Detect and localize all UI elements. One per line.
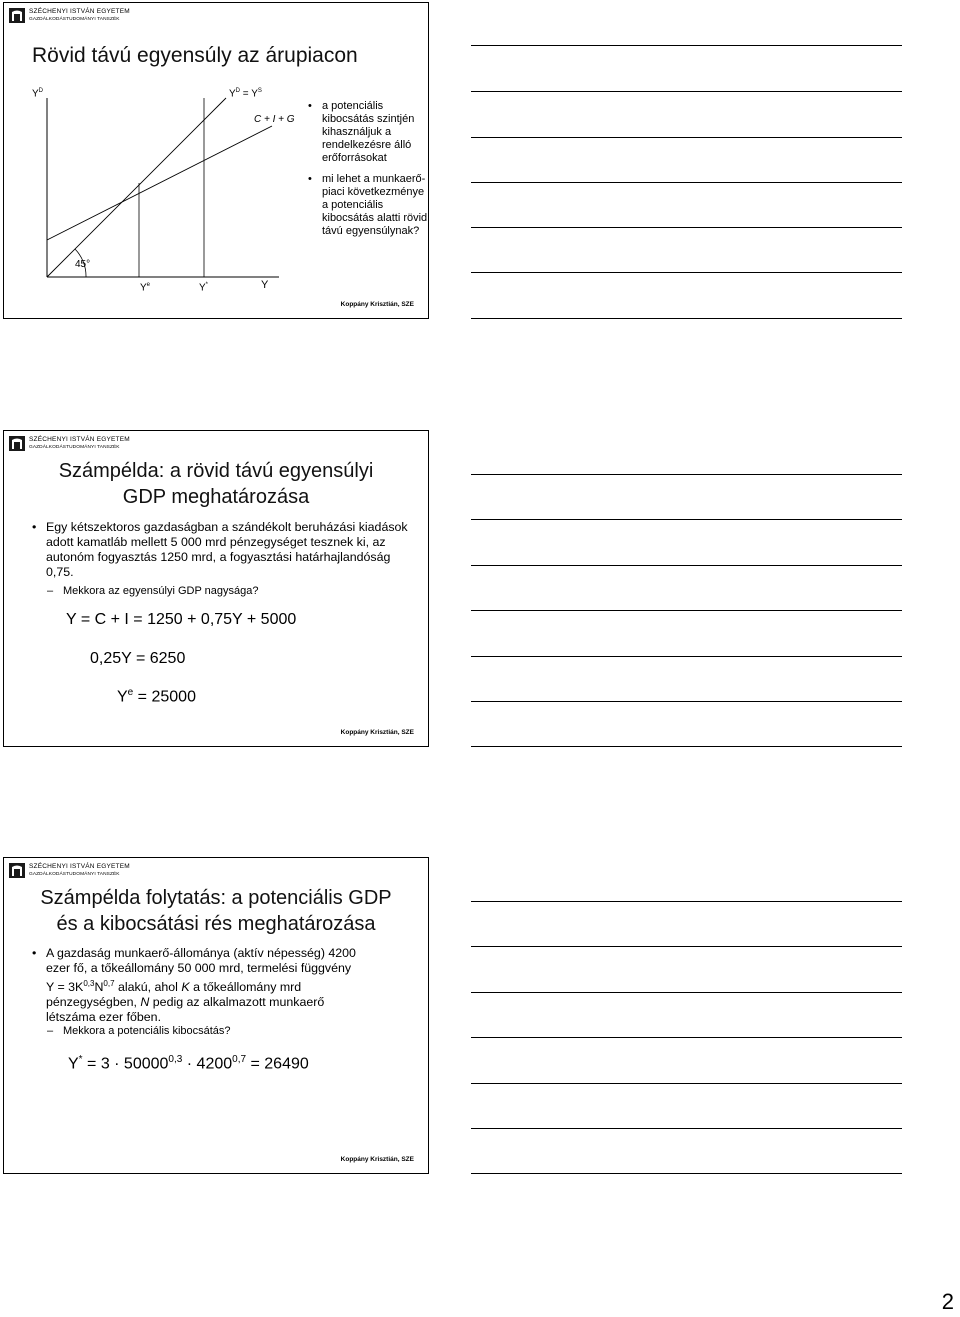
equation-1: Y = C + I = 1250 + 0,75Y + 5000 bbox=[66, 611, 297, 628]
bullet-item: • a potenciális kibocsátás szintjén kihasználjuk a rendelkezésre álló erőforrásokat bbox=[308, 100, 415, 164]
note-line bbox=[471, 182, 902, 183]
aggregate-demand-label: C + I + G bbox=[254, 114, 295, 125]
note-line bbox=[471, 701, 902, 702]
note-line bbox=[471, 1128, 902, 1129]
university-logo bbox=[9, 436, 130, 451]
university-logo bbox=[9, 863, 130, 878]
identity-label: $Y^D = Y^S$ bbox=[229, 88, 262, 100]
slide-1 bbox=[3, 2, 429, 319]
problem-statement: • Egy kétszektoros gazdaságban a szándékolt beruházási kiadások adott kamatláb mellett 5 000 mrd pénzegységet tesznek ki, az autonóm fogyasztás 1250 mrd, a fogyasztási határhajlandóság 0,75. bbox=[32, 520, 408, 579]
note-line bbox=[471, 901, 902, 902]
slide-title: Számpélda: a rövid távú egyensúlyi GDP meghatározása bbox=[58, 460, 374, 508]
45-degree-line bbox=[47, 98, 226, 277]
note-line bbox=[471, 474, 902, 475]
slide-footer: Koppány Krisztián, SZE bbox=[340, 301, 414, 308]
aggregate-demand-line bbox=[47, 126, 272, 240]
slide-title: Számpélda folytatás: a potenciális GDP és a kibocsátási rés meghatározása bbox=[40, 887, 392, 935]
slide-2 bbox=[3, 430, 429, 747]
note-line bbox=[471, 1083, 902, 1084]
note-line bbox=[471, 272, 902, 273]
slide-1-bullets bbox=[308, 100, 429, 246]
page-number: 2 bbox=[941, 1289, 954, 1314]
department-name: GAZDÁLKODÁSTUDOMÁNYI TANSZÉK bbox=[29, 16, 120, 22]
slide-title: Rövid távú egyensúly az árupiacon bbox=[32, 44, 358, 67]
note-line bbox=[471, 227, 902, 228]
slide-3 bbox=[3, 857, 429, 1174]
note-line bbox=[471, 519, 902, 520]
note-line bbox=[471, 565, 902, 566]
y-axis-label: $Y^D$ bbox=[32, 88, 44, 100]
question: – Mekkora a potenciális kibocsátás? bbox=[47, 1025, 231, 1037]
note-line bbox=[471, 91, 902, 92]
question: – Mekkora az egyensúlyi GDP nagysága? bbox=[47, 585, 259, 597]
university-name: SZÉCHENYI ISTVÁN EGYETEM bbox=[29, 436, 130, 443]
note-line bbox=[471, 1037, 902, 1038]
university-name: SZÉCHENYI ISTVÁN EGYETEM bbox=[29, 863, 130, 870]
note-line bbox=[471, 610, 902, 611]
slide-footer: Koppány Krisztián, SZE bbox=[340, 729, 414, 736]
university-emblem-icon bbox=[9, 436, 25, 451]
potential-output-equation: $Y^* = 3 \cdot 50000^{0,3} \cdot 4200^{0,7} = 26490$ bbox=[68, 1054, 309, 1073]
note-line bbox=[471, 946, 902, 947]
note-line bbox=[471, 45, 902, 46]
note-line bbox=[471, 746, 902, 747]
note-line bbox=[471, 318, 902, 319]
note-line bbox=[471, 992, 902, 993]
equation-2: 0,25Y = 6250 bbox=[90, 650, 186, 667]
equation-3: $Y^e = 25000$ bbox=[117, 687, 196, 706]
department-name: GAZDÁLKODÁSTUDOMÁNYI TANSZÉK bbox=[29, 871, 120, 877]
note-line bbox=[471, 656, 902, 657]
angle-label: 45° bbox=[75, 259, 91, 270]
note-line bbox=[471, 137, 902, 138]
department-name: GAZDÁLKODÁSTUDOMÁNYI TANSZÉK bbox=[29, 444, 120, 450]
x-tick-potential: Y* bbox=[199, 282, 209, 294]
slide-footer: Koppány Krisztián, SZE bbox=[340, 1156, 414, 1163]
problem-statement: • A gazdaság munkaerő-állománya (aktív népesség) 4200 ezer fő, a tőkeállomány 50 000 mrd, termelési függvény $Y = 3K^{0,3}N^{0,7}$ alakú, ahol K a tőkeállomány mrd pénzegységben, N pedig az alkalmazott munkaerő létszáma ezer főben. bbox=[32, 946, 356, 1025]
bullet-item: • mi lehet a munkaerő-piaci következménye a potenciális kibocsátás alatti rövid távú egyensúlynak? bbox=[308, 173, 428, 237]
x-tick-equilibrium: $Y^e$ bbox=[140, 282, 151, 294]
note-line bbox=[471, 1173, 902, 1174]
x-axis-label: Y bbox=[261, 279, 269, 291]
university-name: SZÉCHENYI ISTVÁN EGYETEM bbox=[29, 8, 130, 15]
university-emblem-icon bbox=[9, 863, 25, 878]
